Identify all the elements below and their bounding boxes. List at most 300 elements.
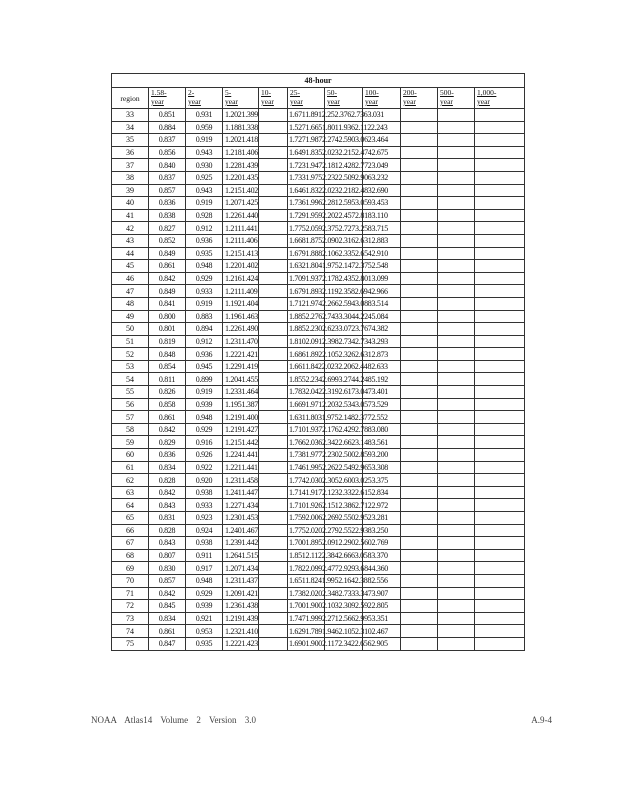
column-header-unit: year (440, 97, 453, 106)
value-cell: 1.6791.8882.1062.3352.6542.910 (289, 248, 389, 258)
value-cell (259, 612, 288, 625)
value-cell (475, 121, 525, 134)
value-cell (401, 499, 438, 512)
value-cell: 1.2211.441 (223, 461, 259, 474)
value-cell (475, 461, 525, 474)
value-cell (475, 297, 525, 310)
region-cell: 74 (112, 625, 149, 638)
value-cell (438, 348, 475, 361)
value-cell: 1.7822.0992.4772.9293.6844.360 (289, 563, 389, 573)
footer-page-number: A.9-4 (531, 715, 552, 725)
value-cell: 0.933 (186, 499, 223, 512)
value-cell: 1.6691.9712.2032.5343.0573.529 (289, 399, 389, 409)
table-row (112, 297, 525, 310)
value-cell (259, 184, 288, 197)
value-cell: 0.948 (186, 260, 223, 273)
table-row (112, 260, 525, 273)
region-cell: 67 (112, 537, 149, 550)
column-header (186, 88, 223, 109)
value-cell (259, 247, 288, 260)
value-cell: 0.831 (149, 512, 186, 525)
value-cell (259, 398, 288, 411)
value-cell: 1.2021.399 (223, 109, 259, 122)
value-cell (259, 323, 288, 336)
table-row (112, 360, 525, 373)
value-cell (475, 600, 525, 613)
region-cell: 45 (112, 260, 149, 273)
column-header (259, 88, 288, 109)
value-cell: 0.856 (149, 146, 186, 159)
value-cell (438, 134, 475, 147)
column-header-period: 2- (188, 88, 195, 97)
value-cell (438, 612, 475, 625)
value-cell (438, 549, 475, 562)
value-cell: 1.7001.9002.1032.3092.5922.805 (289, 601, 389, 611)
value-cell (475, 310, 525, 323)
value-cell (475, 499, 525, 512)
value-cell (259, 285, 288, 298)
column-header-period: 5- (225, 88, 232, 97)
value-cell (438, 197, 475, 210)
value-cell (259, 297, 288, 310)
value-cell: 1.8852.2302.6233.0723.7674.382 (289, 324, 389, 334)
table-row (112, 398, 525, 411)
value-cell (401, 386, 438, 399)
value-cell (259, 449, 288, 462)
precipitation-frequency-table (111, 73, 525, 651)
value-cell: 0.842 (149, 587, 186, 600)
value-cell: 0.929 (186, 272, 223, 285)
table-row (112, 449, 525, 462)
value-cell (401, 461, 438, 474)
value-cell: 1.7331.9752.2322.5092.9063.232 (289, 173, 389, 183)
table-row (112, 134, 525, 147)
value-cell: 1.6711.8912.252.3762.7363.031 (289, 110, 385, 120)
value-cell (259, 109, 288, 122)
value-cell (438, 574, 475, 587)
region-cell: 56 (112, 398, 149, 411)
value-cell (259, 499, 288, 512)
value-cell: 1.2221.421 (223, 348, 259, 361)
value-cell: 0.933 (186, 285, 223, 298)
value-cell: 1.7461.9952.2622.5492.9653.308 (289, 462, 389, 472)
value-cell (438, 222, 475, 235)
region-cell: 37 (112, 159, 149, 172)
value-cell (259, 512, 288, 525)
value-cell: 1.2111.441 (223, 222, 259, 235)
value-cell: 1.7091.9372.1782.4352.8013.099 (289, 274, 389, 284)
value-cell: 0.924 (186, 524, 223, 537)
value-cell: 0.851 (149, 109, 186, 122)
value-cell (438, 486, 475, 499)
value-cell: 1.7742.0302.3052.6003.0253.375 (289, 475, 389, 485)
value-cell: 1.2041.455 (223, 373, 259, 386)
value-cell: 0.894 (186, 323, 223, 336)
value-cell (475, 335, 525, 348)
value-cell: 1.7001.8952.0912.2902.5602.769 (289, 538, 389, 548)
region-cell: 40 (112, 197, 149, 210)
value-cell: 0.834 (149, 461, 186, 474)
value-cell: 0.926 (186, 449, 223, 462)
value-cell (401, 562, 438, 575)
value-cell (401, 234, 438, 247)
value-cell (401, 436, 438, 449)
table-row (112, 461, 525, 474)
region-cell: 71 (112, 587, 149, 600)
value-cell: 0.852 (149, 234, 186, 247)
table-row (112, 109, 525, 122)
value-cell (438, 398, 475, 411)
value-cell (259, 386, 288, 399)
column-header-unit: year (151, 97, 164, 106)
table-row (112, 184, 525, 197)
value-cell (401, 297, 438, 310)
value-cell: 0.943 (186, 184, 223, 197)
value-cell: 1.2331.464 (223, 386, 259, 399)
table-row (112, 587, 525, 600)
value-cell: 0.959 (186, 121, 223, 134)
value-cell (438, 146, 475, 159)
value-cell: 1.2191.439 (223, 612, 259, 625)
value-cell: 1.2221.423 (223, 637, 259, 650)
value-cell (475, 587, 525, 600)
region-cell: 39 (112, 184, 149, 197)
value-cell: 0.857 (149, 184, 186, 197)
value-cell: 1.2271.434 (223, 499, 259, 512)
value-cell: 1.1951.387 (223, 398, 259, 411)
value-cell (475, 373, 525, 386)
value-cell: 1.2151.442 (223, 436, 259, 449)
value-cell (259, 134, 288, 147)
value-cell: 0.923 (186, 512, 223, 525)
column-header-unit: year (327, 97, 340, 106)
value-cell: 0.931 (186, 109, 223, 122)
column-header (363, 88, 401, 109)
column-header (438, 88, 475, 109)
value-cell: 1.8852.2762.7433.3044.2245.084 (289, 311, 389, 321)
column-header-period: 500- (440, 88, 454, 97)
value-cell (259, 549, 288, 562)
value-cell (259, 587, 288, 600)
value-cell (259, 310, 288, 323)
value-cell (475, 625, 525, 638)
value-cell: 1.2401.467 (223, 524, 259, 537)
value-cell (401, 134, 438, 147)
value-cell (259, 121, 288, 134)
column-header-period: 1,000- (477, 88, 497, 97)
value-cell: 0.943 (186, 146, 223, 159)
value-cell: 0.945 (186, 360, 223, 373)
value-cell: 0.919 (186, 297, 223, 310)
value-cell (259, 222, 288, 235)
value-cell: 0.930 (186, 159, 223, 172)
value-cell: 0.917 (186, 562, 223, 575)
table-row (112, 373, 525, 386)
value-cell: 0.828 (149, 474, 186, 487)
region-cell: 66 (112, 524, 149, 537)
value-cell: 1.8102.0912.3982.7342.7343.293 (289, 336, 389, 346)
table-row (112, 537, 525, 550)
value-cell (401, 272, 438, 285)
value-cell: 1.7832.0422.3192.6173.0473.401 (289, 387, 389, 397)
value-cell: 0.920 (186, 474, 223, 487)
value-cell: 1.2071.425 (223, 197, 259, 210)
value-cell: 0.843 (149, 537, 186, 550)
value-cell: 0.836 (149, 197, 186, 210)
value-cell (401, 285, 438, 298)
value-cell (401, 184, 438, 197)
region-cell: 34 (112, 121, 149, 134)
value-cell (259, 436, 288, 449)
value-cell (259, 637, 288, 650)
value-cell: 0.842 (149, 423, 186, 436)
column-header-period: 50- (327, 88, 337, 97)
value-cell: 0.936 (186, 234, 223, 247)
value-cell: 1.2151.413 (223, 247, 259, 260)
table-row (112, 524, 525, 537)
value-cell: 0.843 (149, 499, 186, 512)
value-cell (401, 209, 438, 222)
value-cell: 0.837 (149, 171, 186, 184)
region-cell: 73 (112, 612, 149, 625)
table-row (112, 386, 525, 399)
value-cell: 1.2161.424 (223, 272, 259, 285)
value-cell: 1.6681.8752.0902.3162.6312.883 (289, 236, 389, 246)
value-cell: 1.2311.458 (223, 474, 259, 487)
value-cell: 0.939 (186, 600, 223, 613)
region-cell: 70 (112, 574, 149, 587)
value-cell (438, 524, 475, 537)
value-cell (259, 625, 288, 638)
value-cell (475, 109, 525, 122)
column-header (475, 88, 525, 109)
value-cell: 0.938 (186, 486, 223, 499)
column-header-unit: year (403, 97, 416, 106)
value-cell (259, 562, 288, 575)
value-cell: 0.922 (186, 461, 223, 474)
value-cell (259, 574, 288, 587)
value-cell: 1.1921.404 (223, 297, 259, 310)
value-cell: 1.2201.435 (223, 171, 259, 184)
table-row (112, 335, 525, 348)
value-cell: 1.8552.2342.6993.2744.2485.192 (289, 374, 389, 384)
value-cell: 0.826 (149, 386, 186, 399)
value-cell: 0.849 (149, 285, 186, 298)
value-cell: 1.7592.0062.2692.5502.9523.281 (289, 513, 389, 523)
value-cell: 1.6491.8352.0232.2152.4742.675 (289, 148, 389, 158)
column-header-period: 10- (261, 88, 271, 97)
value-cell (438, 625, 475, 638)
value-cell (475, 474, 525, 487)
region-cell: 42 (112, 222, 149, 235)
value-cell (401, 121, 438, 134)
value-cell (475, 260, 525, 273)
region-cell: 44 (112, 247, 149, 260)
value-cell: 1.7752.0202.2792.5522.9383.250 (289, 525, 389, 535)
value-cell: 0.847 (149, 637, 186, 650)
value-cell (475, 436, 525, 449)
value-cell: 1.6461.8322.0232.2182.4832.690 (289, 185, 389, 195)
value-cell: 1.2021.418 (223, 134, 259, 147)
value-cell (438, 411, 475, 424)
value-cell: 0.919 (186, 134, 223, 147)
table-row (112, 625, 525, 638)
value-cell (475, 171, 525, 184)
value-cell: 1.2281.439 (223, 159, 259, 172)
value-cell (475, 348, 525, 361)
value-cell (259, 373, 288, 386)
value-cell (475, 637, 525, 650)
value-cell (438, 562, 475, 575)
value-cell (475, 272, 525, 285)
table-row (112, 171, 525, 184)
value-cell: 1.2361.438 (223, 600, 259, 613)
value-cell (475, 562, 525, 575)
value-cell (475, 574, 525, 587)
value-cell (438, 159, 475, 172)
region-cell: 50 (112, 323, 149, 336)
value-cell (438, 121, 475, 134)
value-cell (475, 512, 525, 525)
value-cell (259, 423, 288, 436)
region-cell: 54 (112, 373, 149, 386)
value-cell (259, 171, 288, 184)
value-cell: 1.6291.7891.9462.1052.3102.467 (289, 626, 389, 636)
value-cell (475, 398, 525, 411)
value-cell: 0.912 (186, 335, 223, 348)
column-header-unit: year (261, 97, 274, 106)
value-cell (401, 524, 438, 537)
value-cell (475, 524, 525, 537)
table-row (112, 348, 525, 361)
value-cell: 0.834 (149, 612, 186, 625)
value-cell (475, 159, 525, 172)
value-cell (259, 159, 288, 172)
value-cell: 1.7271.9872.2742.5903.0623.464 (289, 135, 389, 145)
value-cell (401, 323, 438, 336)
value-cell (475, 486, 525, 499)
region-cell: 57 (112, 411, 149, 424)
value-cell: 0.854 (149, 360, 186, 373)
value-cell (475, 285, 525, 298)
column-header-period: 200- (403, 88, 417, 97)
region-cell: 46 (112, 272, 149, 285)
value-cell: 1.6861.8922.1052.3262.6312.873 (289, 349, 389, 359)
value-cell: 1.7752.0592.3752.7273.2583.715 (289, 223, 389, 233)
value-cell (475, 360, 525, 373)
table-row (112, 197, 525, 210)
column-header (149, 88, 186, 109)
value-cell (401, 146, 438, 159)
value-cell: 1.2111.406 (223, 234, 259, 247)
value-cell (259, 209, 288, 222)
value-cell: 1.7662.0362.3422.6623.1483.561 (289, 437, 389, 447)
table-row (112, 574, 525, 587)
value-cell (438, 512, 475, 525)
value-cell: 0.857 (149, 574, 186, 587)
value-cell: 1.2241.441 (223, 449, 259, 462)
value-cell (401, 310, 438, 323)
footer-source: NOAA Atlas14 Volume 2 Version 3.0 (91, 715, 257, 725)
value-cell (475, 247, 525, 260)
value-cell (401, 360, 438, 373)
value-cell (401, 348, 438, 361)
value-cell: 0.928 (186, 209, 223, 222)
value-cell (401, 171, 438, 184)
value-cell (401, 260, 438, 273)
value-cell: 0.842 (149, 272, 186, 285)
value-cell: 1.2301.453 (223, 512, 259, 525)
value-cell: 1.8512.1122.3842.6663.0583.370 (289, 551, 388, 561)
value-cell (438, 335, 475, 348)
value-cell: 1.2291.419 (223, 360, 259, 373)
value-cell (475, 411, 525, 424)
value-cell: 0.911 (186, 549, 223, 562)
value-cell: 0.836 (149, 449, 186, 462)
value-cell (259, 474, 288, 487)
value-cell: 0.819 (149, 335, 186, 348)
value-cell: 0.916 (186, 436, 223, 449)
column-header (288, 88, 325, 109)
value-cell: 0.845 (149, 600, 186, 613)
value-cell: 0.840 (149, 159, 186, 172)
value-cell: 0.828 (149, 524, 186, 537)
value-cell (438, 171, 475, 184)
value-cell (475, 449, 525, 462)
value-cell: 0.948 (186, 574, 223, 587)
value-cell (401, 637, 438, 650)
value-cell (438, 247, 475, 260)
value-cell: 1.6791.8932.1192.3582.6942.966 (289, 286, 388, 296)
column-header-unit: year (225, 97, 238, 106)
value-cell: 0.921 (186, 612, 223, 625)
value-cell: 0.830 (149, 562, 186, 575)
value-cell: 1.2411.447 (223, 486, 259, 499)
value-cell (401, 549, 438, 562)
value-cell (438, 234, 475, 247)
value-cell (401, 222, 438, 235)
value-cell: 0.861 (149, 260, 186, 273)
value-cell (475, 146, 525, 159)
region-cell: 53 (112, 360, 149, 373)
value-cell: 1.2261.440 (223, 209, 259, 222)
value-cell (475, 537, 525, 550)
value-cell (475, 234, 525, 247)
value-cell (259, 146, 288, 159)
value-cell: 0.861 (149, 411, 186, 424)
value-cell (438, 373, 475, 386)
region-cell: 59 (112, 436, 149, 449)
value-cell: 1.5271.6651.8011.9362.1122.243 (289, 122, 388, 132)
value-cell (438, 272, 475, 285)
region-cell: 48 (112, 297, 149, 310)
value-cell: 0.935 (186, 637, 223, 650)
table-row (112, 234, 525, 247)
value-cell (401, 587, 438, 600)
value-cell: 1.6511.8241.9952.1642.3882.556 (289, 576, 388, 586)
value-cell (438, 436, 475, 449)
value-cell (438, 310, 475, 323)
value-cell: 0.938 (186, 537, 223, 550)
value-cell: 1.7381.9772.2302.5002.8593.200 (289, 450, 389, 460)
value-cell (259, 411, 288, 424)
value-cell: 1.2201.402 (223, 260, 259, 273)
value-cell: 0.858 (149, 398, 186, 411)
value-cell: 0.842 (149, 486, 186, 499)
value-cell: 0.883 (186, 310, 223, 323)
value-cell (259, 348, 288, 361)
value-cell (438, 637, 475, 650)
